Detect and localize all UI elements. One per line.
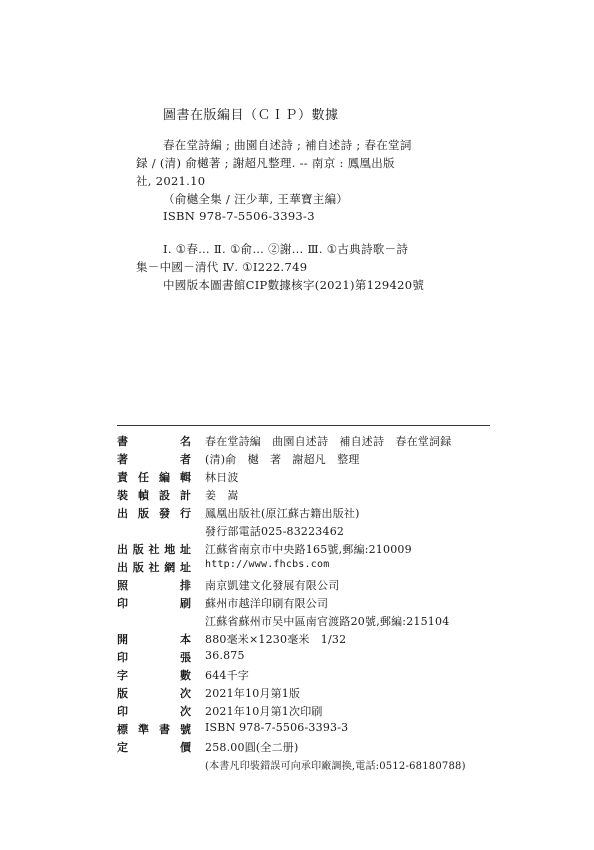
row-label: 著 者 [117, 453, 191, 466]
row-label: 開 本 [117, 633, 191, 646]
colophon-row-editor [117, 469, 497, 487]
row-value: (本書凡印裝錯誤可向承印廠調换,電話:0512-68180788) [205, 761, 466, 772]
colophon-row-sheets [117, 649, 497, 667]
row-value: (清)俞 樾 著 謝超凡 整理 [205, 453, 360, 466]
cip-line: 集－中國－清代 Ⅳ. ①I222.749 [136, 260, 308, 274]
row-value: 644千字 [205, 669, 249, 682]
colophon-row-phone [117, 523, 497, 541]
row-value: 2021年10月第1版 [205, 687, 301, 700]
row-label: 標 準 書 號 [117, 723, 191, 736]
row-value: 春在堂詩編 曲園自述詩 補自述詩 春在堂詞録 [205, 435, 452, 448]
colophon-row-format [117, 631, 497, 649]
row-label: 版 次 [117, 687, 191, 700]
cip-line: ISBN 978-7-5506-3393-3 [163, 209, 315, 223]
row-label: 印 次 [117, 705, 191, 718]
colophon-row-author [117, 451, 497, 469]
row-label: 印 刷 [117, 597, 191, 610]
row-value: 南京凱建文化發展有限公司 [205, 579, 340, 592]
row-label: 出 版 社 網 址 [117, 561, 191, 574]
cip-line: （俞樾全集 / 汪少華, 王華寶主編） [163, 192, 349, 206]
row-value: 2021年10月第1次印刷 [205, 705, 323, 718]
row-label: 出 版 社 地 址 [117, 543, 191, 556]
cip-line: 録 / (清) 俞樾著 ; 謝超凡整理. -- 南京 : 鳳凰出版 [136, 156, 395, 170]
colophon-row-notice [117, 757, 497, 775]
cip-title: 圖書在版編目（ＣＩＰ）數據 [163, 108, 339, 123]
row-label: 字 數 [117, 669, 191, 682]
row-value: 880毫米×1230毫米 1/32 [205, 633, 347, 646]
cip-line: 社, 2021.10 [136, 174, 206, 188]
row-label: 印 張 [117, 651, 191, 664]
row-value: 鳳凰出版社(原江蘇古籍出版社) [205, 507, 360, 520]
top-rule [117, 425, 490, 426]
row-value: 258.00圓(全二册) [205, 741, 299, 754]
row-label: 書 名 [117, 435, 191, 448]
colophon-row-wordcount [117, 667, 497, 685]
row-label: 照 排 [117, 579, 191, 592]
row-value: http://www.fhcbs.com [205, 559, 330, 570]
colophon-row-price [117, 739, 497, 757]
row-value: 江蘇省南京市中央路165號,郵編:210009 [205, 543, 412, 556]
colophon-row-website [117, 559, 497, 577]
row-value: ISBN 978-7-5506-3393-3 [205, 721, 349, 734]
row-value: 發行部電話025-83223462 [205, 525, 345, 538]
colophon-row-title [117, 433, 497, 451]
colophon-row-isbn [117, 721, 497, 739]
row-value: 林日波 [205, 471, 239, 484]
colophon-row-printer-address [117, 613, 497, 631]
row-label: 責 任 編 輯 [117, 471, 191, 484]
colophon-row-printer [117, 595, 497, 613]
row-label: 定 價 [117, 741, 191, 754]
colophon-row-publisher [117, 505, 497, 523]
cip-line: Ⅰ. ①春… Ⅱ. ①俞… ②謝… Ⅲ. ①古典詩歌－詩 [163, 242, 409, 256]
colophon-row-printing [117, 703, 497, 721]
cip-line: 中國版本圖書館CIP數據核字(2021)第129420號 [163, 278, 425, 292]
cip-line: 春在堂詩編 ; 曲園自述詩 ; 補自述詩 ; 春在堂詞 [163, 138, 412, 152]
colophon-row-address [117, 541, 497, 559]
row-value: 36.875 [205, 649, 245, 662]
row-label: 裝 幀 設 計 [117, 489, 191, 502]
colophon-row-typesetting [117, 577, 497, 595]
colophon-row-design [117, 487, 497, 505]
colophon-row-edition [117, 685, 497, 703]
row-value: 蘇州市越洋印刷有限公司 [205, 597, 329, 610]
row-value: 姜 嵩 [205, 489, 239, 502]
row-label: 出 版 發 行 [117, 507, 191, 520]
row-value: 江蘇省蘇州市吴中區南官渡路20號,郵編:215104 [205, 615, 450, 628]
